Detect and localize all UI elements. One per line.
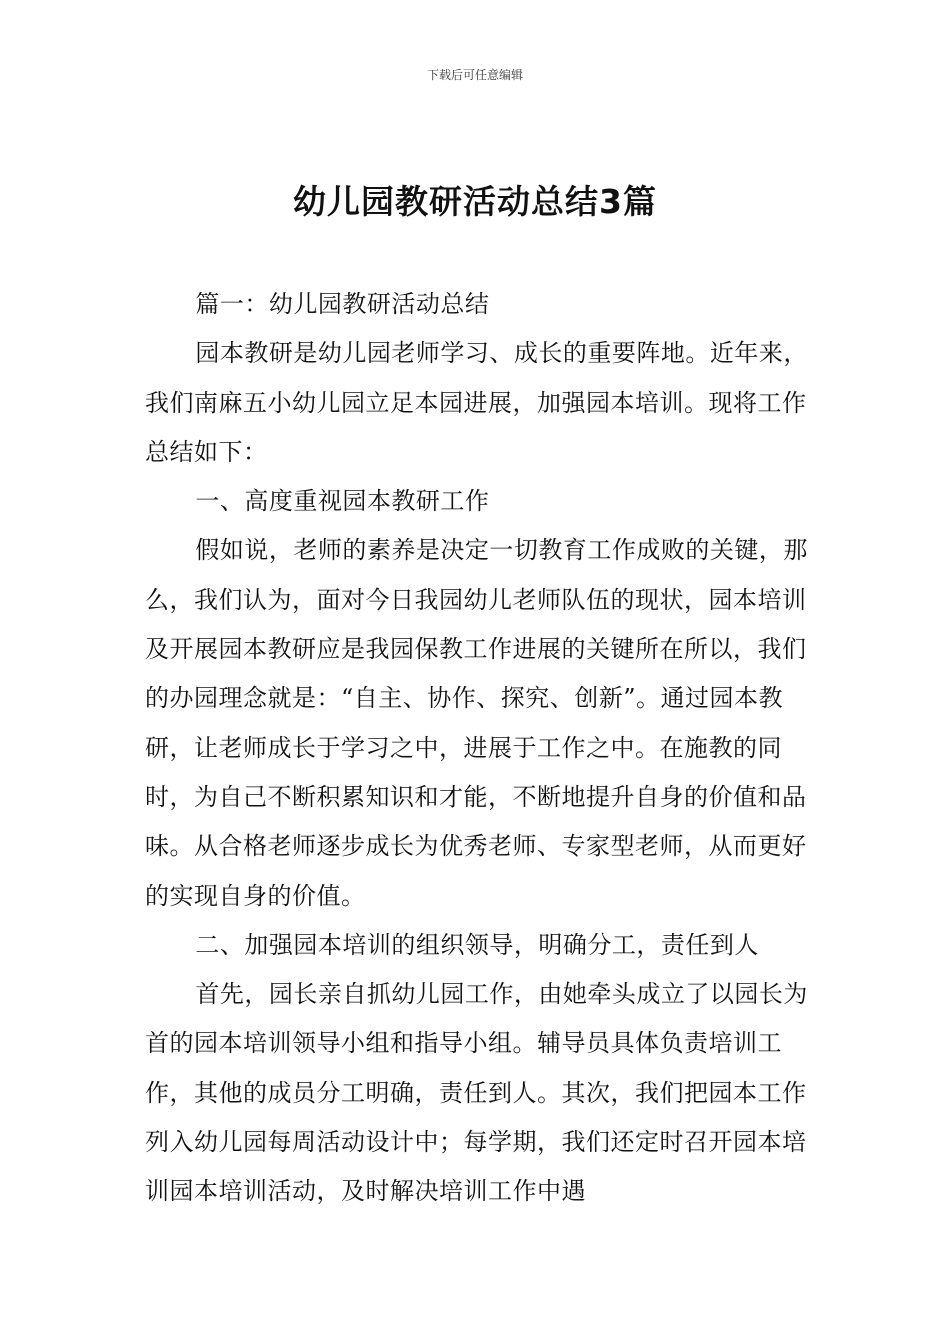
- section-heading-two: 二、加强园本培训的组织领导，明确分工，责任到人: [195, 930, 759, 959]
- document-title: 幼儿园教研活动总结3篇: [293, 182, 657, 221]
- paragraph-importance: 假如说，老师的素养是决定一切教育工作成败的关键，那么，我们认为，面对今日我园幼儿老师队伍的现状，园本培训及开展园本教研应是我园保教工作进展的关键所在所以，我们的办园理念就是：“自主、协作、探究、创新”。通过园本教研，让老师成长于学习之中，进展于工作之中。在施教的同时，为自己不断积累知识和才能，不断地提升自身的价值和品味。从合格老师逐步成长为优秀老师、专家型老师，从而更好的实现自身的价值。: [145, 536, 808, 910]
- header-note: 下载后可任意编辑: [426, 68, 523, 82]
- document-body: [145, 280, 810, 1217]
- section-heading-one: 一、高度重视园本教研工作: [195, 487, 490, 516]
- paragraph-organization: 首先，园长亲自抓幼儿园工作，由她牵头成立了以园长为首的园本培训领导小组和指导小组。辅导员具体负责培训工作，其他的成员分工明确，责任到人。其次，我们把园本工作列入幼儿园每周活动设计中；每学期，我们还定时召开园本培训园本培训活动，及时解决培训工作中遇: [145, 980, 808, 1206]
- section-heading-part-one: 篇一：幼儿园教研活动总结: [195, 290, 490, 318]
- paragraph-intro: 园本教研是幼儿园老师学习、成长的重要阵地。近年来，我们南麻五小幼儿园立足本园进展，加强园本培训。现将工作总结如下：: [145, 339, 808, 466]
